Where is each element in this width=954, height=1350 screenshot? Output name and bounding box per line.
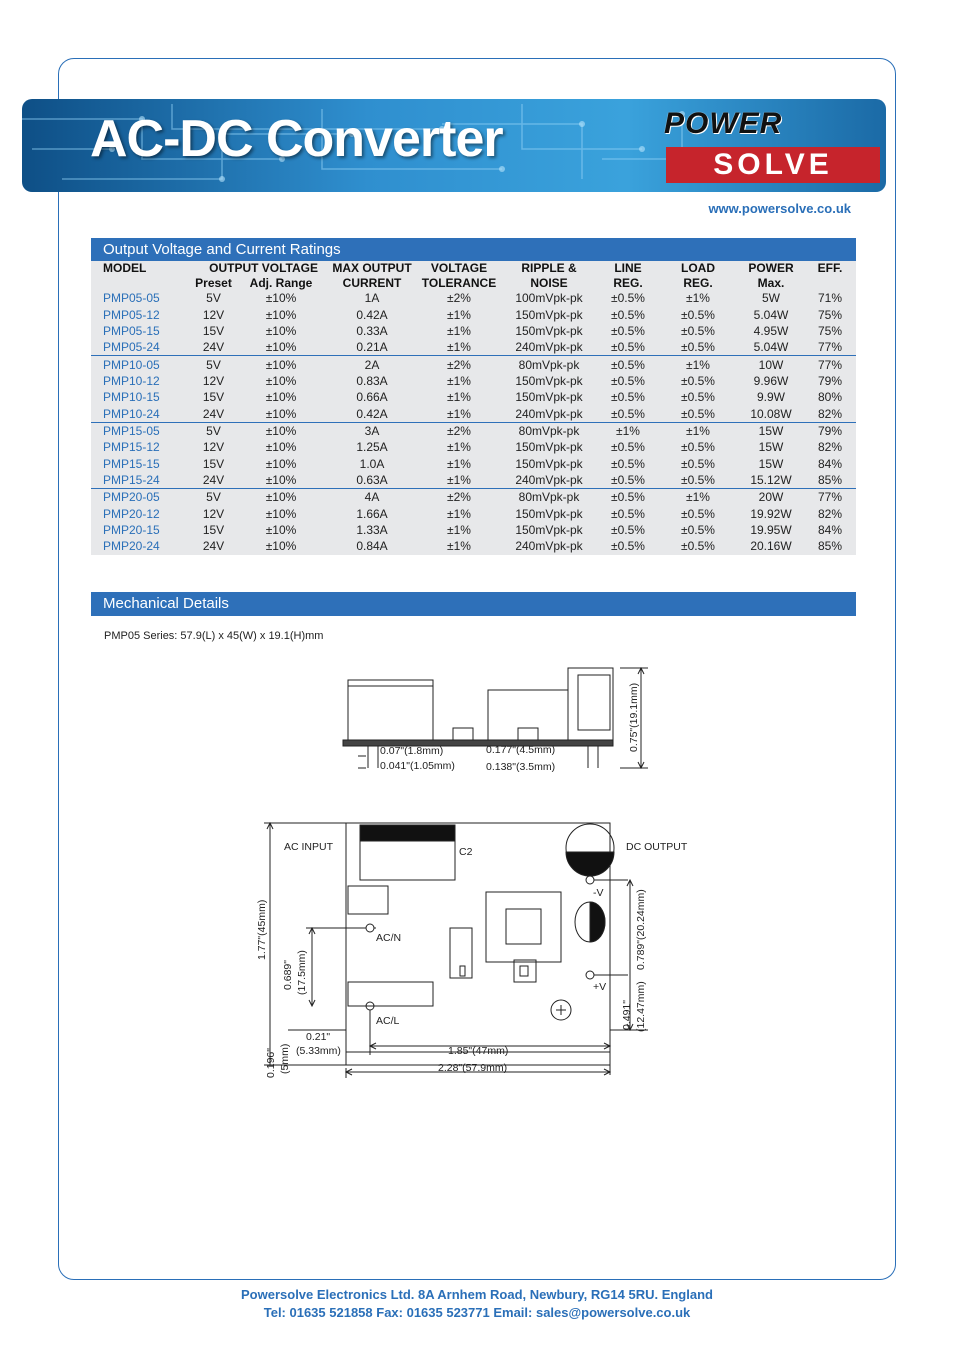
cell-preset: 15V xyxy=(202,522,225,537)
cell-tolerance: ±1% xyxy=(447,456,471,471)
cell-model: PMP10-24 xyxy=(103,406,160,421)
label-dc-output: DC OUTPUT xyxy=(626,841,688,853)
cell-model: PMP05-24 xyxy=(103,340,160,355)
cell-current: 0.42A xyxy=(356,307,388,322)
cell-preset: 12V xyxy=(202,307,225,322)
table-row xyxy=(91,339,856,356)
cell-power: 9.9W xyxy=(756,390,785,405)
cell-tolerance: ±2% xyxy=(418,422,500,439)
label-minus-v: -V xyxy=(593,887,604,899)
col-header-line: LINE xyxy=(614,261,642,275)
dim-right-2a: 0.491" xyxy=(621,999,633,1030)
cell-eff: 79% xyxy=(817,373,843,388)
cell-adj-range: ±10% xyxy=(265,406,297,421)
cell-eff: 75% xyxy=(817,323,843,338)
table-row xyxy=(91,472,856,489)
cell-tolerance: ±1% xyxy=(447,390,471,405)
dim-228: 2.28"(57.9mm) xyxy=(438,1062,508,1074)
cell-preset: 5V xyxy=(206,291,221,306)
cell-power: 15W xyxy=(738,422,804,439)
cell-load-reg: ±0.5% xyxy=(681,390,715,405)
cell-load-reg: ±1% xyxy=(658,489,738,506)
cell-line-reg: ±0.5% xyxy=(611,323,645,338)
cell-load-reg: ±1% xyxy=(658,356,738,373)
cell-model: PMP15-05 xyxy=(91,422,191,439)
table-row xyxy=(91,455,856,471)
cell-adj-range: ±10% xyxy=(265,440,297,455)
cell-tolerance: ±2% xyxy=(447,291,471,306)
footer-contact: Tel: 01635 521858 Fax: 01635 523771 Email: sales@powersolve.co.uk xyxy=(263,1305,691,1320)
label-ac-n: AC/N xyxy=(376,932,402,944)
cell-current: 1.25A xyxy=(356,440,388,455)
cell-model: PMP10-15 xyxy=(103,390,160,405)
cell-model: PMP05-15 xyxy=(103,323,160,338)
table-row xyxy=(91,323,856,339)
ratings-table xyxy=(91,261,856,555)
cell-current: 1.0A xyxy=(359,456,385,471)
label-c2: C2 xyxy=(459,846,473,858)
cell-load-reg: ±0.5% xyxy=(681,406,715,421)
cell-ripple-noise: 240mVpk-pk xyxy=(515,539,583,554)
cell-preset: 12V xyxy=(202,506,225,521)
cell-line-reg: ±0.5% xyxy=(611,406,645,421)
cell-model: PMP20-12 xyxy=(103,506,160,521)
cell-power: 19.92W xyxy=(750,506,792,521)
cell-power: 9.96W xyxy=(753,373,789,388)
cell-ripple-noise: 150mVpk-pk xyxy=(515,307,583,322)
page-title: AC-DC Converter xyxy=(90,110,503,168)
cell-power: 15.12W xyxy=(750,472,792,487)
table-row xyxy=(91,373,856,389)
cell-power: 10W xyxy=(738,356,804,373)
logo-text-solve: SOLVE xyxy=(666,147,880,183)
cell-eff: 71% xyxy=(817,291,843,306)
cell-current: 1.66A xyxy=(356,506,388,521)
table-row xyxy=(91,405,856,422)
cell-adj-range: ±10% xyxy=(265,291,297,306)
cell-ripple-noise: 150mVpk-pk xyxy=(515,323,583,338)
cell-eff: 82% xyxy=(817,440,843,455)
cell-ripple-noise: 240mVpk-pk xyxy=(515,472,583,487)
cell-preset: 24V xyxy=(202,340,225,355)
cell-eff: 84% xyxy=(817,522,843,537)
cell-line-reg: ±1% xyxy=(598,422,658,439)
cell-eff: 84% xyxy=(817,456,843,471)
cell-current: 0.42A xyxy=(356,406,388,421)
col-header-adj-range: Adj. Range xyxy=(249,275,313,290)
cell-tolerance: ±1% xyxy=(447,440,471,455)
cell-preset: 15V xyxy=(202,323,225,338)
col-header-power-max: Max. xyxy=(757,275,785,290)
cell-eff: 85% xyxy=(817,539,843,554)
cell-power: 19.95W xyxy=(750,522,792,537)
cell-ripple-noise: 240mVpk-pk xyxy=(515,340,583,355)
cell-eff: 75% xyxy=(817,307,843,322)
cell-current: 1.33A xyxy=(356,522,388,537)
table-row xyxy=(91,389,856,405)
mechanical-drawing xyxy=(248,660,698,1085)
cell-tolerance: ±2% xyxy=(418,489,500,506)
cell-tolerance: ±1% xyxy=(447,522,471,537)
dim-height-1: 1.77"(45mm) xyxy=(256,899,268,960)
table-subheader-row xyxy=(91,276,856,291)
cell-adj-range: ±10% xyxy=(236,489,326,506)
cell-ripple-noise: 150mVpk-pk xyxy=(515,390,583,405)
cell-model: PMP10-12 xyxy=(103,373,160,388)
dim-right-2b: (12.47mm) xyxy=(635,981,647,1032)
cell-line-reg: ±0.5% xyxy=(611,440,645,455)
powersolve-logo xyxy=(662,107,884,185)
col-header-preset: Preset xyxy=(195,275,232,290)
col-header-max-output: MAX OUTPUT xyxy=(332,261,412,275)
cell-eff: 77% xyxy=(804,356,856,373)
cell-power: 5W xyxy=(762,291,780,306)
cell-model: PMP20-24 xyxy=(103,539,160,554)
cell-adj-range: ±10% xyxy=(265,456,297,471)
cell-eff: 77% xyxy=(804,489,856,506)
cell-tolerance: ±1% xyxy=(447,340,471,355)
cell-eff: 79% xyxy=(804,422,856,439)
col-header-load: LOAD xyxy=(681,261,715,275)
mechanical-section-title: Mechanical Details xyxy=(91,592,856,616)
cell-current: 4A xyxy=(326,489,418,506)
col-header-ripple: RIPPLE & xyxy=(521,261,577,275)
cell-load-reg: ±0.5% xyxy=(681,456,715,471)
cell-adj-range: ±10% xyxy=(265,390,297,405)
cell-ripple-noise: 240mVpk-pk xyxy=(515,406,583,421)
side-dim-c: 0.177"(4.5mm) xyxy=(486,744,556,756)
cell-model: PMP15-24 xyxy=(103,472,160,487)
col-header-model: MODEL xyxy=(103,261,147,275)
cell-line-reg: ±0.5% xyxy=(611,506,645,521)
cell-load-reg: ±0.5% xyxy=(681,307,715,322)
ratings-section-title: Output Voltage and Current Ratings xyxy=(91,238,856,262)
cell-load-reg: ±0.5% xyxy=(681,323,715,338)
cell-line-reg: ±0.5% xyxy=(611,522,645,537)
cell-line-reg: ±0.5% xyxy=(611,340,645,355)
cell-current: 0.83A xyxy=(356,373,388,388)
cell-power: 4.95W xyxy=(753,323,789,338)
table-row xyxy=(91,306,856,322)
cell-load-reg: ±0.5% xyxy=(681,522,715,537)
cell-model: PMP20-05 xyxy=(91,489,191,506)
cell-adj-range: ±10% xyxy=(236,356,326,373)
label-ac-l: AC/L xyxy=(376,1015,400,1027)
dim-bottom-left-a: 0.196" xyxy=(265,1047,277,1078)
cell-adj-range: ±10% xyxy=(265,506,297,521)
col-header-power: POWER xyxy=(748,261,794,275)
cell-ripple-noise: 150mVpk-pk xyxy=(515,373,583,388)
cell-eff: 82% xyxy=(817,506,843,521)
cell-current: 0.33A xyxy=(356,323,388,338)
cell-load-reg: ±0.5% xyxy=(681,472,715,487)
table-row xyxy=(91,356,856,373)
cell-load-reg: ±1% xyxy=(658,422,738,439)
cell-preset: 15V xyxy=(202,390,225,405)
cell-adj-range: ±10% xyxy=(265,340,297,355)
cell-current: 0.84A xyxy=(356,539,388,554)
dim-height-2a: 0.689" xyxy=(282,959,294,990)
cell-load-reg: ±0.5% xyxy=(681,506,715,521)
cell-power: 10.08W xyxy=(750,406,792,421)
cell-ripple-noise: 80mVpk-pk xyxy=(500,489,598,506)
cell-ripple-noise: 80mVpk-pk xyxy=(500,356,598,373)
side-dim-b: 0.041"(1.05mm) xyxy=(380,760,455,772)
cell-eff: 80% xyxy=(817,390,843,405)
cell-line-reg: ±0.5% xyxy=(611,390,645,405)
dim-185: 1.85"(47mm) xyxy=(448,1045,509,1057)
cell-line-reg: ±0.5% xyxy=(611,291,645,306)
col-header-eff: EFF. xyxy=(817,261,843,275)
cell-eff: 82% xyxy=(817,406,843,421)
col-header-voltage: VOLTAGE xyxy=(430,261,488,275)
mechanical-caption: PMP05 Series: 57.9(L) x 45(W) x 19.1(H)mm xyxy=(104,630,324,642)
cell-preset: 15V xyxy=(202,456,225,471)
cell-power: 5.04W xyxy=(753,307,789,322)
cell-current: 2A xyxy=(326,356,418,373)
cell-tolerance: ±1% xyxy=(447,406,471,421)
cell-load-reg: ±0.5% xyxy=(681,373,715,388)
cell-load-reg: ±0.5% xyxy=(681,539,715,554)
cell-tolerance: ±1% xyxy=(447,539,471,554)
table-row xyxy=(91,290,856,306)
col-header-load-reg: REG. xyxy=(683,275,713,290)
col-header-tolerance: TOLERANCE xyxy=(421,275,497,290)
cell-eff: 85% xyxy=(817,472,843,487)
cell-current: 0.21A xyxy=(356,340,388,355)
cell-tolerance: ±1% xyxy=(447,307,471,322)
cell-preset: 5V xyxy=(191,489,236,506)
cell-preset: 24V xyxy=(202,539,225,554)
cell-load-reg: ±0.5% xyxy=(681,440,715,455)
cell-tolerance: ±1% xyxy=(447,373,471,388)
table-row xyxy=(91,522,856,538)
cell-ripple-noise: 150mVpk-pk xyxy=(515,522,583,537)
dim-bottom-left-b: (5mm) xyxy=(279,1043,291,1074)
table-row xyxy=(91,489,856,506)
label-ac-input: AC INPUT xyxy=(284,841,334,853)
col-header-output-voltage: OUTPUT VOLTAGE xyxy=(209,261,318,275)
cell-current: 0.63A xyxy=(356,472,388,487)
cell-tolerance: ±2% xyxy=(418,356,500,373)
cell-adj-range: ±10% xyxy=(236,422,326,439)
cell-adj-range: ±10% xyxy=(265,323,297,338)
cell-ripple-noise: 150mVpk-pk xyxy=(515,440,583,455)
col-header-line-reg: REG. xyxy=(613,275,643,290)
cell-line-reg: ±0.5% xyxy=(598,356,658,373)
table-row xyxy=(91,439,856,455)
cell-adj-range: ±10% xyxy=(265,307,297,322)
cell-load-reg: ±1% xyxy=(686,291,710,306)
cell-model: PMP05-05 xyxy=(103,291,160,306)
dim-right-1: 0.789"(20.24mm) xyxy=(635,889,647,970)
cell-line-reg: ±0.5% xyxy=(611,472,645,487)
website-link[interactable]: www.powersolve.co.uk xyxy=(708,201,851,216)
cell-line-reg: ±0.5% xyxy=(611,539,645,554)
cell-line-reg: ±0.5% xyxy=(598,489,658,506)
logo-text-power: POWER xyxy=(664,107,783,140)
cell-tolerance: ±1% xyxy=(447,472,471,487)
side-view xyxy=(343,668,648,773)
cell-eff: 77% xyxy=(817,340,843,355)
top-view xyxy=(256,823,688,1078)
cell-model: PMP10-05 xyxy=(91,356,191,373)
cell-ripple-noise: 150mVpk-pk xyxy=(515,456,583,471)
cell-power: 15W xyxy=(758,456,784,471)
dim-021-a: 0.21" xyxy=(306,1031,331,1043)
side-dim-a: 0.07"(1.8mm) xyxy=(380,745,444,757)
dim-021-b: (5.33mm) xyxy=(296,1045,341,1057)
table-row xyxy=(91,422,856,439)
cell-current: 0.66A xyxy=(356,390,388,405)
cell-line-reg: ±0.5% xyxy=(611,373,645,388)
cell-power: 15W xyxy=(758,440,784,455)
cell-current: 3A xyxy=(326,422,418,439)
cell-adj-range: ±10% xyxy=(265,472,297,487)
cell-ripple-noise: 100mVpk-pk xyxy=(515,291,583,306)
table-row xyxy=(91,538,856,554)
cell-preset: 5V xyxy=(191,356,236,373)
dim-height-2b: (17.5mm) xyxy=(296,950,308,995)
cell-model: PMP05-12 xyxy=(103,307,160,322)
cell-ripple-noise: 80mVpk-pk xyxy=(500,422,598,439)
header-banner xyxy=(22,99,886,192)
table-row xyxy=(91,505,856,521)
cell-preset: 5V xyxy=(191,422,236,439)
cell-load-reg: ±0.5% xyxy=(681,340,715,355)
cell-line-reg: ±0.5% xyxy=(611,307,645,322)
cell-model: PMP15-15 xyxy=(103,456,160,471)
cell-adj-range: ±10% xyxy=(265,522,297,537)
cell-preset: 12V xyxy=(202,440,225,455)
cell-preset: 24V xyxy=(202,406,225,421)
cell-adj-range: ±10% xyxy=(265,539,297,554)
cell-preset: 12V xyxy=(202,373,225,388)
cell-line-reg: ±0.5% xyxy=(611,456,645,471)
col-header-current: CURRENT xyxy=(342,275,402,290)
col-header-noise: NOISE xyxy=(530,275,568,290)
table-header-row xyxy=(91,261,856,276)
label-plus-v: +V xyxy=(593,981,607,993)
cell-tolerance: ±1% xyxy=(447,323,471,338)
cell-current: 1A xyxy=(364,291,380,306)
footer-address: Powersolve Electronics Ltd. 8A Arnhem Road, Newbury, RG14 5RU. England xyxy=(241,1287,713,1302)
side-dim-d: 0.138"(3.5mm) xyxy=(486,761,556,773)
cell-adj-range: ±10% xyxy=(265,373,297,388)
side-dim-height: 0.75"(19.1mm) xyxy=(628,682,640,752)
cell-power: 5.04W xyxy=(753,340,789,355)
cell-ripple-noise: 150mVpk-pk xyxy=(515,506,583,521)
cell-tolerance: ±1% xyxy=(447,506,471,521)
cell-model: PMP20-15 xyxy=(103,522,160,537)
cell-model: PMP15-12 xyxy=(103,440,160,455)
cell-power: 20W xyxy=(738,489,804,506)
cell-power: 20.16W xyxy=(750,539,792,554)
cell-preset: 24V xyxy=(202,472,225,487)
